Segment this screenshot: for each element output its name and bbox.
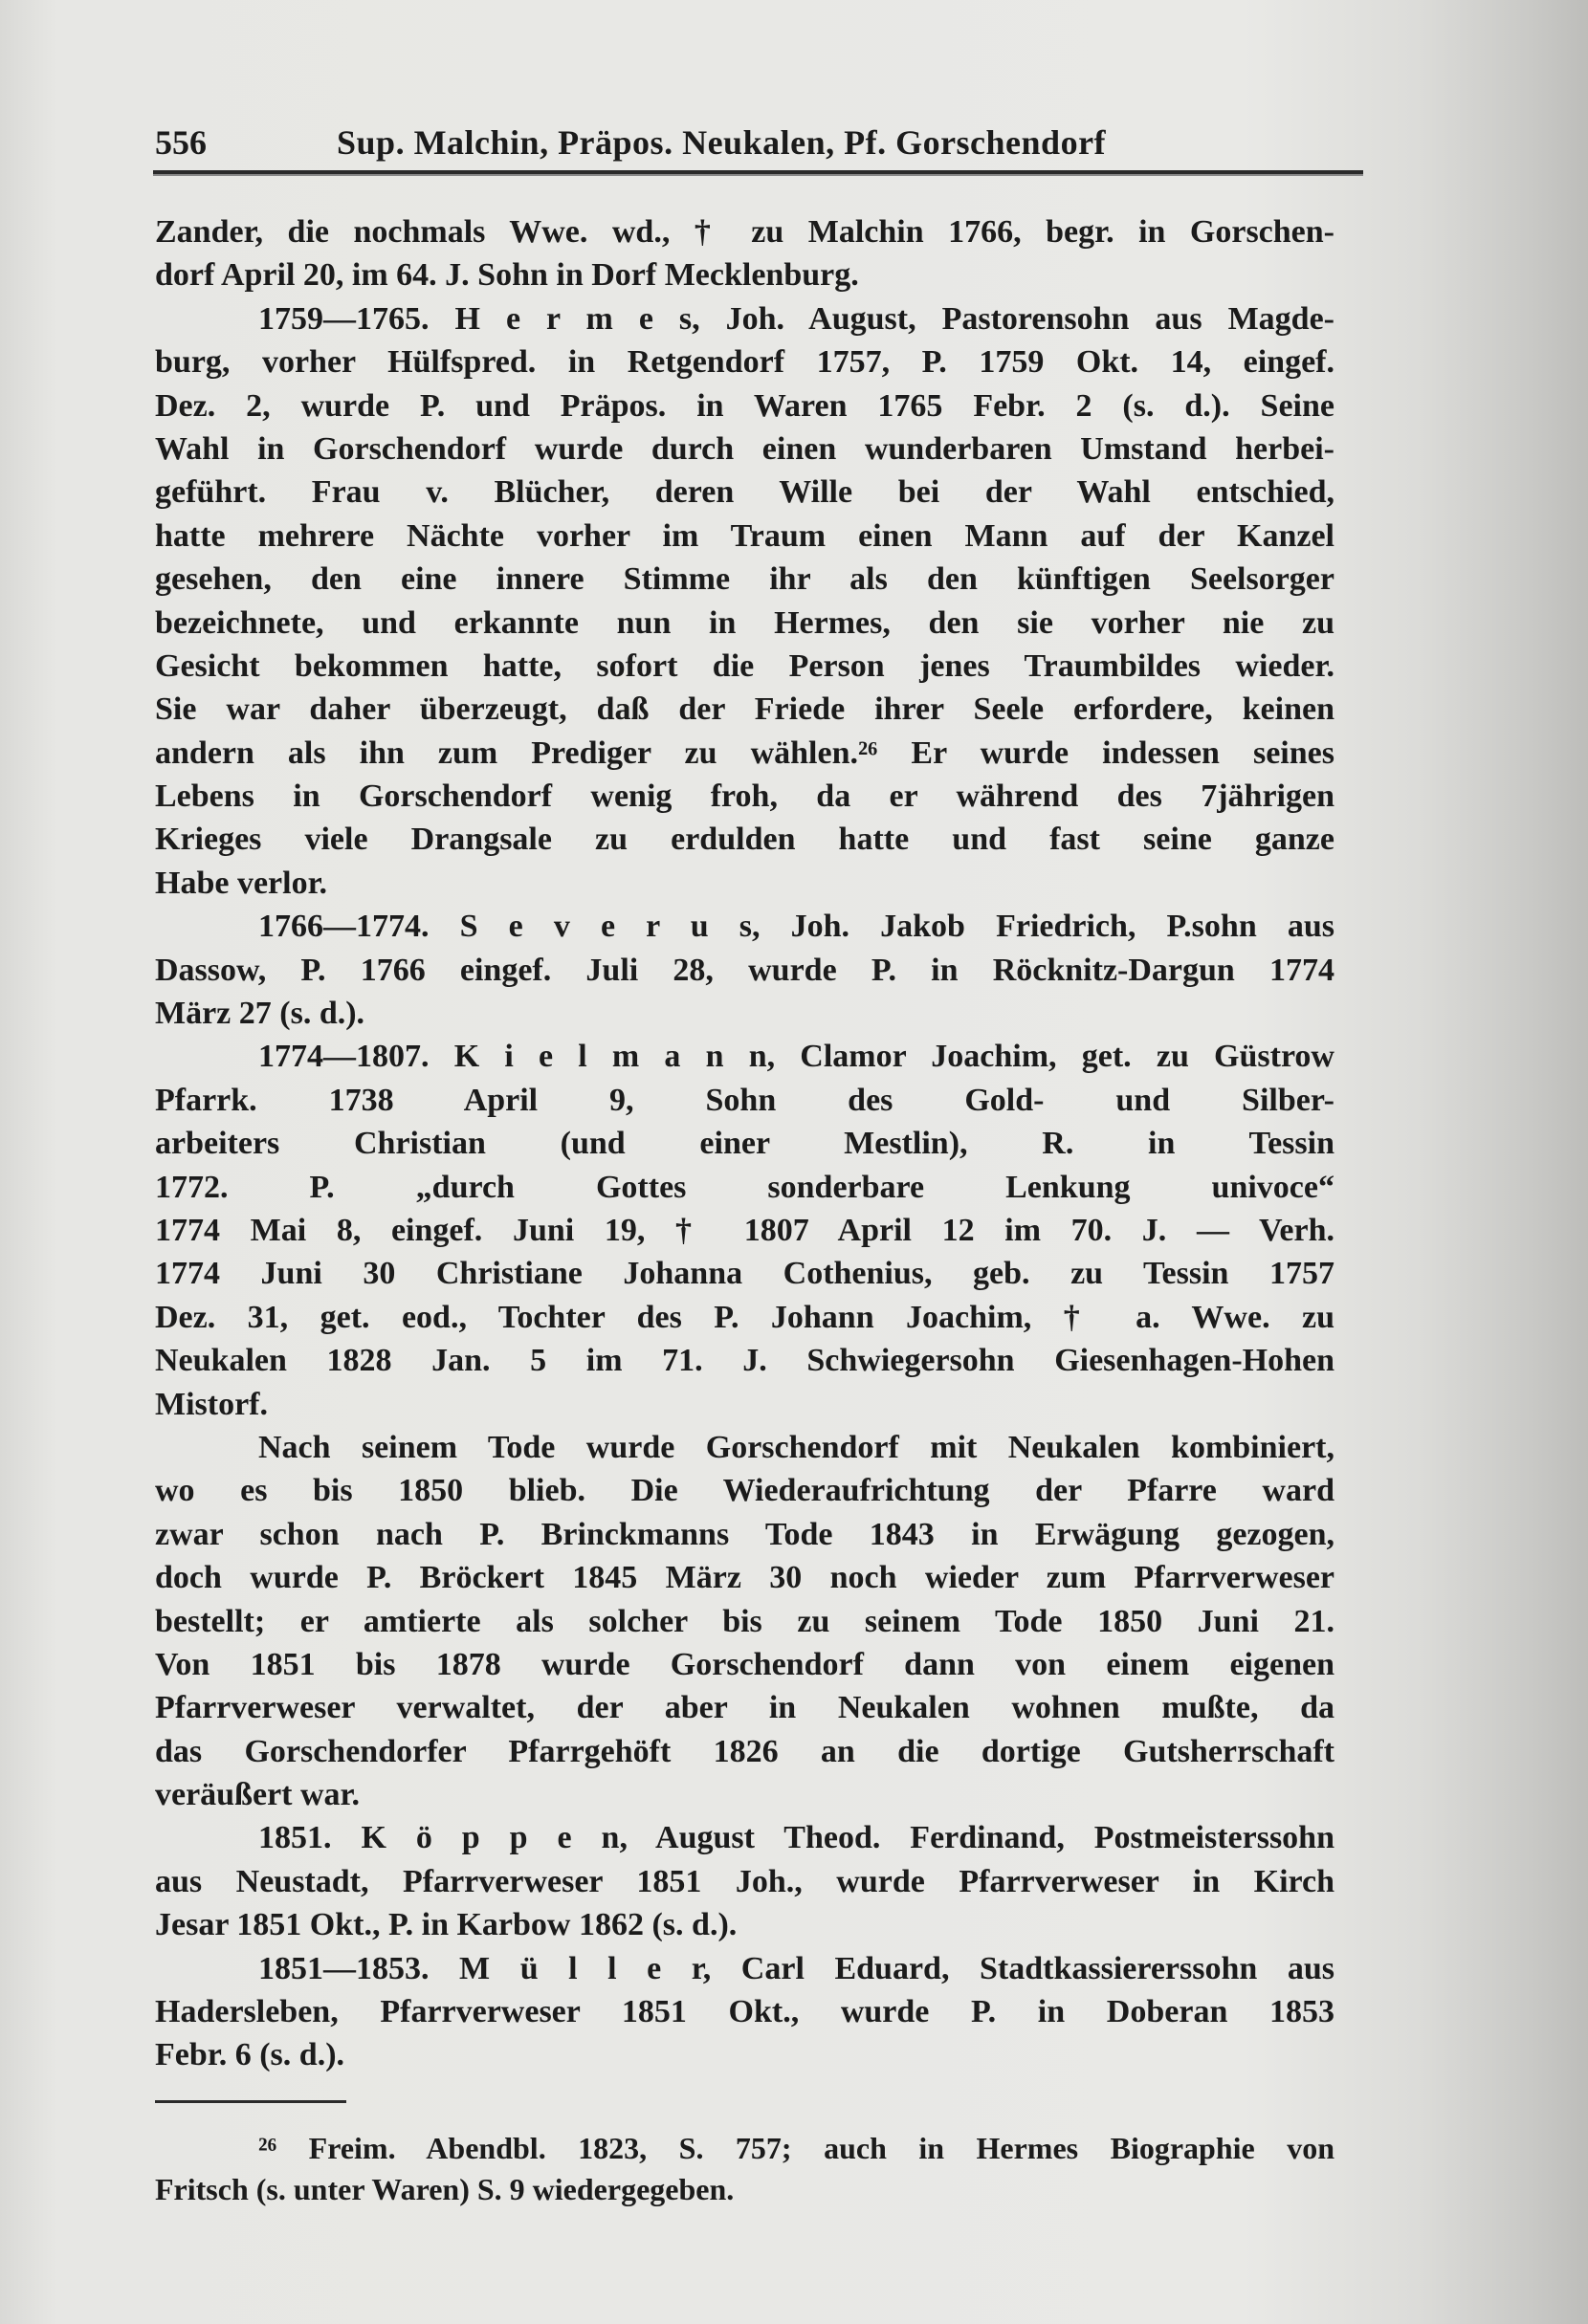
text-line: das Gorschendorfer Pfarrgehöft 1826 an die dortige Gutsherrschaft <box>155 1733 1334 1769</box>
text-line: veräußert war. <box>155 1777 361 1813</box>
text-line: arbeiters Christian (und einer Mestlin), R. in Tessin <box>155 1126 1334 1162</box>
text-line: Sie war daher überzeugt, daß der Friede ihrer Seele erfordere, keinen <box>155 691 1334 728</box>
text-line: Pfarrk. 1738 April 9, Sohn des Gold- und Silber- <box>155 1082 1334 1118</box>
page-number: 556 <box>155 123 207 162</box>
text-line: aus Neustadt, Pfarrverweser 1851 Joh., wurde Pfarrverweser in Kirch <box>155 1863 1334 1899</box>
text-line: Pfarrverweser verwaltet, der aber in Neukalen wohnen mußte, da <box>155 1690 1334 1726</box>
footnote-line: Fritsch (s. unter Waren) S. 9 wiedergegeben. <box>155 2172 735 2206</box>
text-line: 1851. K ö p p e n, August Theod. Ferdinand, Postmeisterssohn <box>258 1820 1334 1856</box>
footnote-rule <box>155 2100 346 2103</box>
text-line: 1774 Mai 8, eingef. Juni 19, † 1807 April 12 im 70. J. — Verh. <box>155 1212 1334 1248</box>
text-line: Dez. 31, get. eod., Tochter des P. Johann Joachim, † a. Wwe. zu <box>155 1299 1334 1335</box>
text-line: Jesar 1851 Okt., P. in Karbow 1862 (s. d.). <box>155 1907 738 1943</box>
text-line: März 27 (s. d.). <box>155 996 365 1032</box>
text-line: zwar schon nach P. Brinckmanns Tode 1843 in Erwägung gezogen, <box>155 1516 1334 1552</box>
text-line: Dez. 2, wurde P. und Präpos. in Waren 1765 Febr. 2 (s. d.). Seine <box>155 387 1334 424</box>
text-line: Von 1851 bis 1878 wurde Gorschendorf dann von einem eigenen <box>155 1646 1334 1682</box>
text-line: dorf April 20, im 64. J. Sohn in Dorf Mecklenburg. <box>155 257 859 294</box>
text-line: Wahl in Gorschendorf wurde durch einen wunderbaren Umstand herbei- <box>155 430 1334 467</box>
text-line: Mistorf. <box>155 1386 269 1422</box>
text-line: doch wurde P. Bröckert 1845 März 30 noch wieder zum Pfarrverweser <box>155 1560 1334 1596</box>
footnotes <box>155 2128 1334 2210</box>
text-line: 1772. P. „durch Gottes sonderbare Lenkung univoce“ <box>155 1169 1334 1205</box>
text-line: Hadersleben, Pfarrverweser 1851 Okt., wurde P. in Doberan 1853 <box>155 1994 1334 2030</box>
text-line: 1774 Juni 30 Christiane Johanna Cothenius, geb. zu Tessin 1757 <box>155 1256 1334 1292</box>
text-line: Neukalen 1828 Jan. 5 im 71. J. Schwiegersohn Giesenhagen-Hohen <box>155 1343 1334 1379</box>
text-line: gesehen, den eine innere Stimme ihr als den künftigen Seelsorger <box>155 561 1334 598</box>
running-head: Sup. Malchin, Präpos. Neukalen, Pf. Gorschendorf <box>337 123 1107 162</box>
text-line: bezeichnete, und erkannte nun in Hermes, den sie vorher nie zu <box>155 604 1334 641</box>
text-line: Zander, die nochmals Wwe. wd., † zu Malchin 1766, begr. in Gorschen- <box>155 214 1334 250</box>
text-line: Lebens in Gorschendorf wenig froh, da er während des 7jährigen <box>155 778 1334 815</box>
text-line: Habe verlor. <box>155 865 328 901</box>
text-line: Krieges viele Drangsale zu erdulden hatte und fast seine ganze <box>155 822 1334 858</box>
text-line: andern als ihn zum Prediger zu wählen.²⁶ Er wurde indessen seines <box>155 734 1334 771</box>
text-line: Dassow, P. 1766 eingef. Juli 28, wurde P. in Röcknitz-Dargun 1774 <box>155 952 1334 988</box>
text-line: hatte mehrere Nächte vorher im Traum einen Mann auf der Kanzel <box>155 517 1334 554</box>
text-line: 1759—1765. H e r m e s, Joh. August, Pastorensohn aus Magde- <box>258 300 1334 337</box>
header-rule <box>153 170 1363 176</box>
text-line: Gesicht bekommen hatte, sofort die Person jenes Traumbildes wieder. <box>155 647 1334 684</box>
text-line: burg, vorher Hülfspred. in Retgendorf 1757, P. 1759 Okt. 14, eingef. <box>155 344 1334 381</box>
body-text <box>155 210 1334 2077</box>
text-line: geführt. Frau v. Blücher, deren Wille bei der Wahl entschied, <box>155 474 1334 511</box>
text-line: 1766—1774. S e v e r u s, Joh. Jakob Friedrich, P.sohn aus <box>258 909 1334 945</box>
page-header <box>155 122 1341 166</box>
text-line: 1851—1853. M ü l l e r, Carl Eduard, Stadtkassiererssohn aus <box>258 1950 1334 1986</box>
text-line: bestellt; er amtierte als solcher bis zu seinem Tode 1850 Juni 21. <box>155 1603 1334 1639</box>
text-line: 1774—1807. K i e l m a n n, Clamor Joachim, get. zu Güstrow <box>258 1039 1334 1075</box>
text-line: Febr. 6 (s. d.). <box>155 2037 345 2073</box>
text-line: Nach seinem Tode wurde Gorschendorf mit Neukalen kombiniert, <box>258 1429 1334 1465</box>
footnote-line: ²⁶ Freim. Abendbl. 1823, S. 757; auch in Hermes Biographie von <box>258 2131 1334 2165</box>
text-line: wo es bis 1850 blieb. Die Wiederaufrichtung der Pfarre ward <box>155 1473 1334 1509</box>
